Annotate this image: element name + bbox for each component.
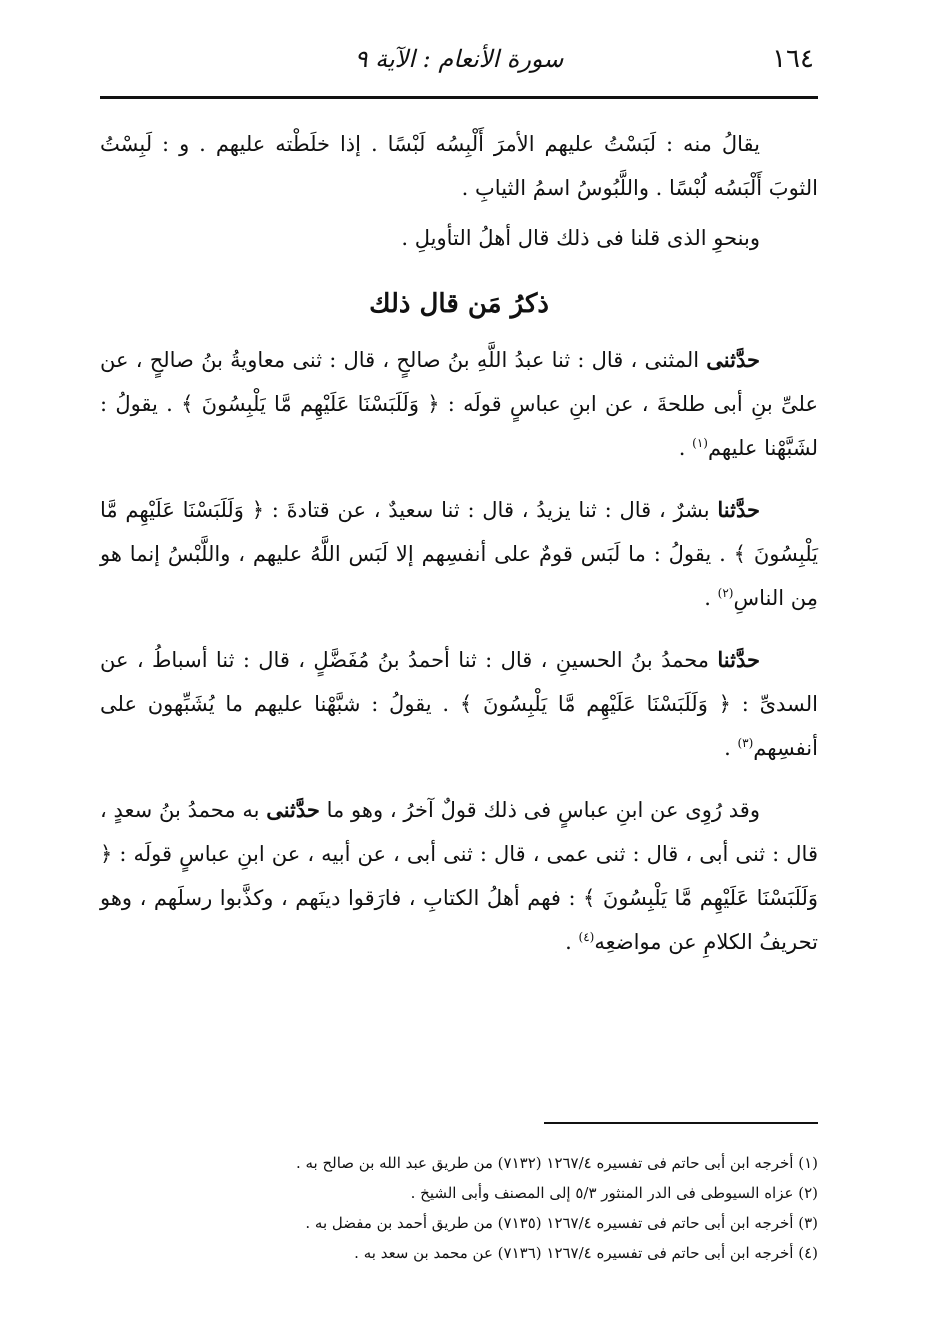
narration-text: : فهم أهلُ الكتابِ ، فارَقوا دينَهم ، وكذَّبوا رسلَهم ، وهو تحريفُ الكلامِ عن مواضعِه	[100, 886, 818, 954]
paragraph-interpretation: وبنحوِ الذى قلنا فى ذلك قال أهلُ التأويلِ .	[401, 226, 760, 250]
page-header	[100, 38, 818, 99]
narration-2	[100, 488, 818, 620]
paragraph-lexical: يقالُ منه : لَبَسْتُ عليهم الأمرَ أَلْبِسُه لَبْسًا . إذا خلَطْته عليهم . و : لَبِسْتُ الثوبَ أَلْبَسُه لُبْسًا . واللَّبُوسُ اسمُ الثيابِ .	[100, 132, 818, 200]
narration-text: .	[678, 436, 693, 460]
narration-text: المثنى ، قال : ثنا عبدُ اللَّهِ بنُ صالحٍ ، قال : ثنى معاويةُ بنُ صالحٍ ، عن علىِّ بنِ أبى طلحةَ ، عن ابنِ عباسٍ قولَه :	[100, 348, 819, 416]
narration-text: .	[724, 736, 738, 760]
running-title: سورة الأنعام : الآية ٩	[354, 45, 564, 73]
footnote-1: (١) أخرجه ابن أبى حاتم فى تفسيره ١٢٦٧/٤ (٧١٣٢) من طريق عبد الله بن صالح به .	[295, 1154, 818, 1172]
page-number: ١٦٤	[772, 44, 814, 74]
main-text	[100, 122, 818, 970]
narration-lead: حدَّثنا	[717, 497, 760, 522]
narration-4	[100, 788, 818, 964]
footnote-4: (٤) أخرجه ابن أبى حاتم فى تفسيره ١٢٦٧/٤ (٧١٣٦) عن محمد بن سعد به .	[354, 1244, 818, 1262]
footnote-ref-2[interactable]: (٢)	[717, 586, 734, 600]
narration-text: . يقولُ : شبَّهْنا عليهم ما يُشَبِّهون على أنفسِهم	[100, 692, 818, 760]
narration-text: محمدُ بنُ الحسينِ ، قال : ثنا أحمدُ بنُ مُفَضَّلٍ ، قال : ثنا أسباطُ ، عن السدىِّ :	[100, 648, 818, 716]
narration-1	[100, 338, 818, 470]
footnote-divider	[544, 1122, 818, 1124]
narration-text: وقد رُوِى عن ابنِ عباسٍ فى ذلك قولٌ آخرُ ، وهو ما	[319, 798, 760, 822]
narration-text: . يقولُ : ما لَبَس قومٌ على أنفسِهم إلا لَبَس اللَّهُ عليهم ، واللَّبْسُ إنما هو مِن الناسِ	[100, 542, 818, 610]
narration-3	[100, 638, 818, 770]
quran-verse: ﴿ وَلَلَبَسْنَا عَلَيْهِم مَّا يَلْبِسُونَ ﴾	[181, 392, 440, 416]
section-heading: ذكرُ مَن قال ذلك	[369, 289, 549, 319]
footnote-2: (٢) عزاه السيوطى فى الدر المنثور ٥/٣ إلى المصنف وأبى الشيخ .	[410, 1184, 818, 1202]
quran-verse: ﴿ وَلَلَبَسْنَا عَلَيْهِم مَّا يَلْبِسُونَ ﴾	[459, 692, 731, 716]
narration-lead: حدَّثنى	[706, 347, 760, 372]
narration-lead: حدَّثنا	[717, 647, 760, 672]
narration-lead: حدَّثنى	[266, 797, 320, 822]
narration-text: به محمدُ بنُ سعدٍ ، قال : ثنى أبى ، قال : ثنى عمى ، قال : ثنى أبى ، عن أبيه ، عن ابنِ عباسٍ قولَه :	[100, 798, 818, 866]
narration-text: . يقولُ : لشَبَّهْنا عليهم	[100, 392, 818, 460]
narration-text: بشرٌ ، قال : ثنا يزيدُ ، قال : ثنا سعيدٌ ، عن قتادةَ :	[264, 498, 718, 522]
footnote-3: (٣) أخرجه ابن أبى حاتم فى تفسيره ١٢٦٧/٤ (٧١٣٥) من طريق أحمد بن مفضل به .	[305, 1214, 818, 1232]
footnote-ref-1[interactable]: (١)	[692, 436, 708, 450]
footnote-ref-4[interactable]: (٤)	[578, 930, 595, 944]
narration-text: .	[704, 586, 718, 610]
quran-verse: ﴿ وَلَلَبَسْنَا عَلَيْهِم مَّا يَلْبِسُونَ ﴾	[100, 498, 818, 566]
quran-verse: ﴿ وَلَلَبَسْنَا عَلَيْهِم مَّا يَلْبِسُونَ ﴾	[100, 842, 818, 910]
narration-text: .	[565, 930, 579, 954]
footnotes-list	[100, 1148, 818, 1268]
footnote-ref-3[interactable]: (٣)	[737, 736, 754, 750]
